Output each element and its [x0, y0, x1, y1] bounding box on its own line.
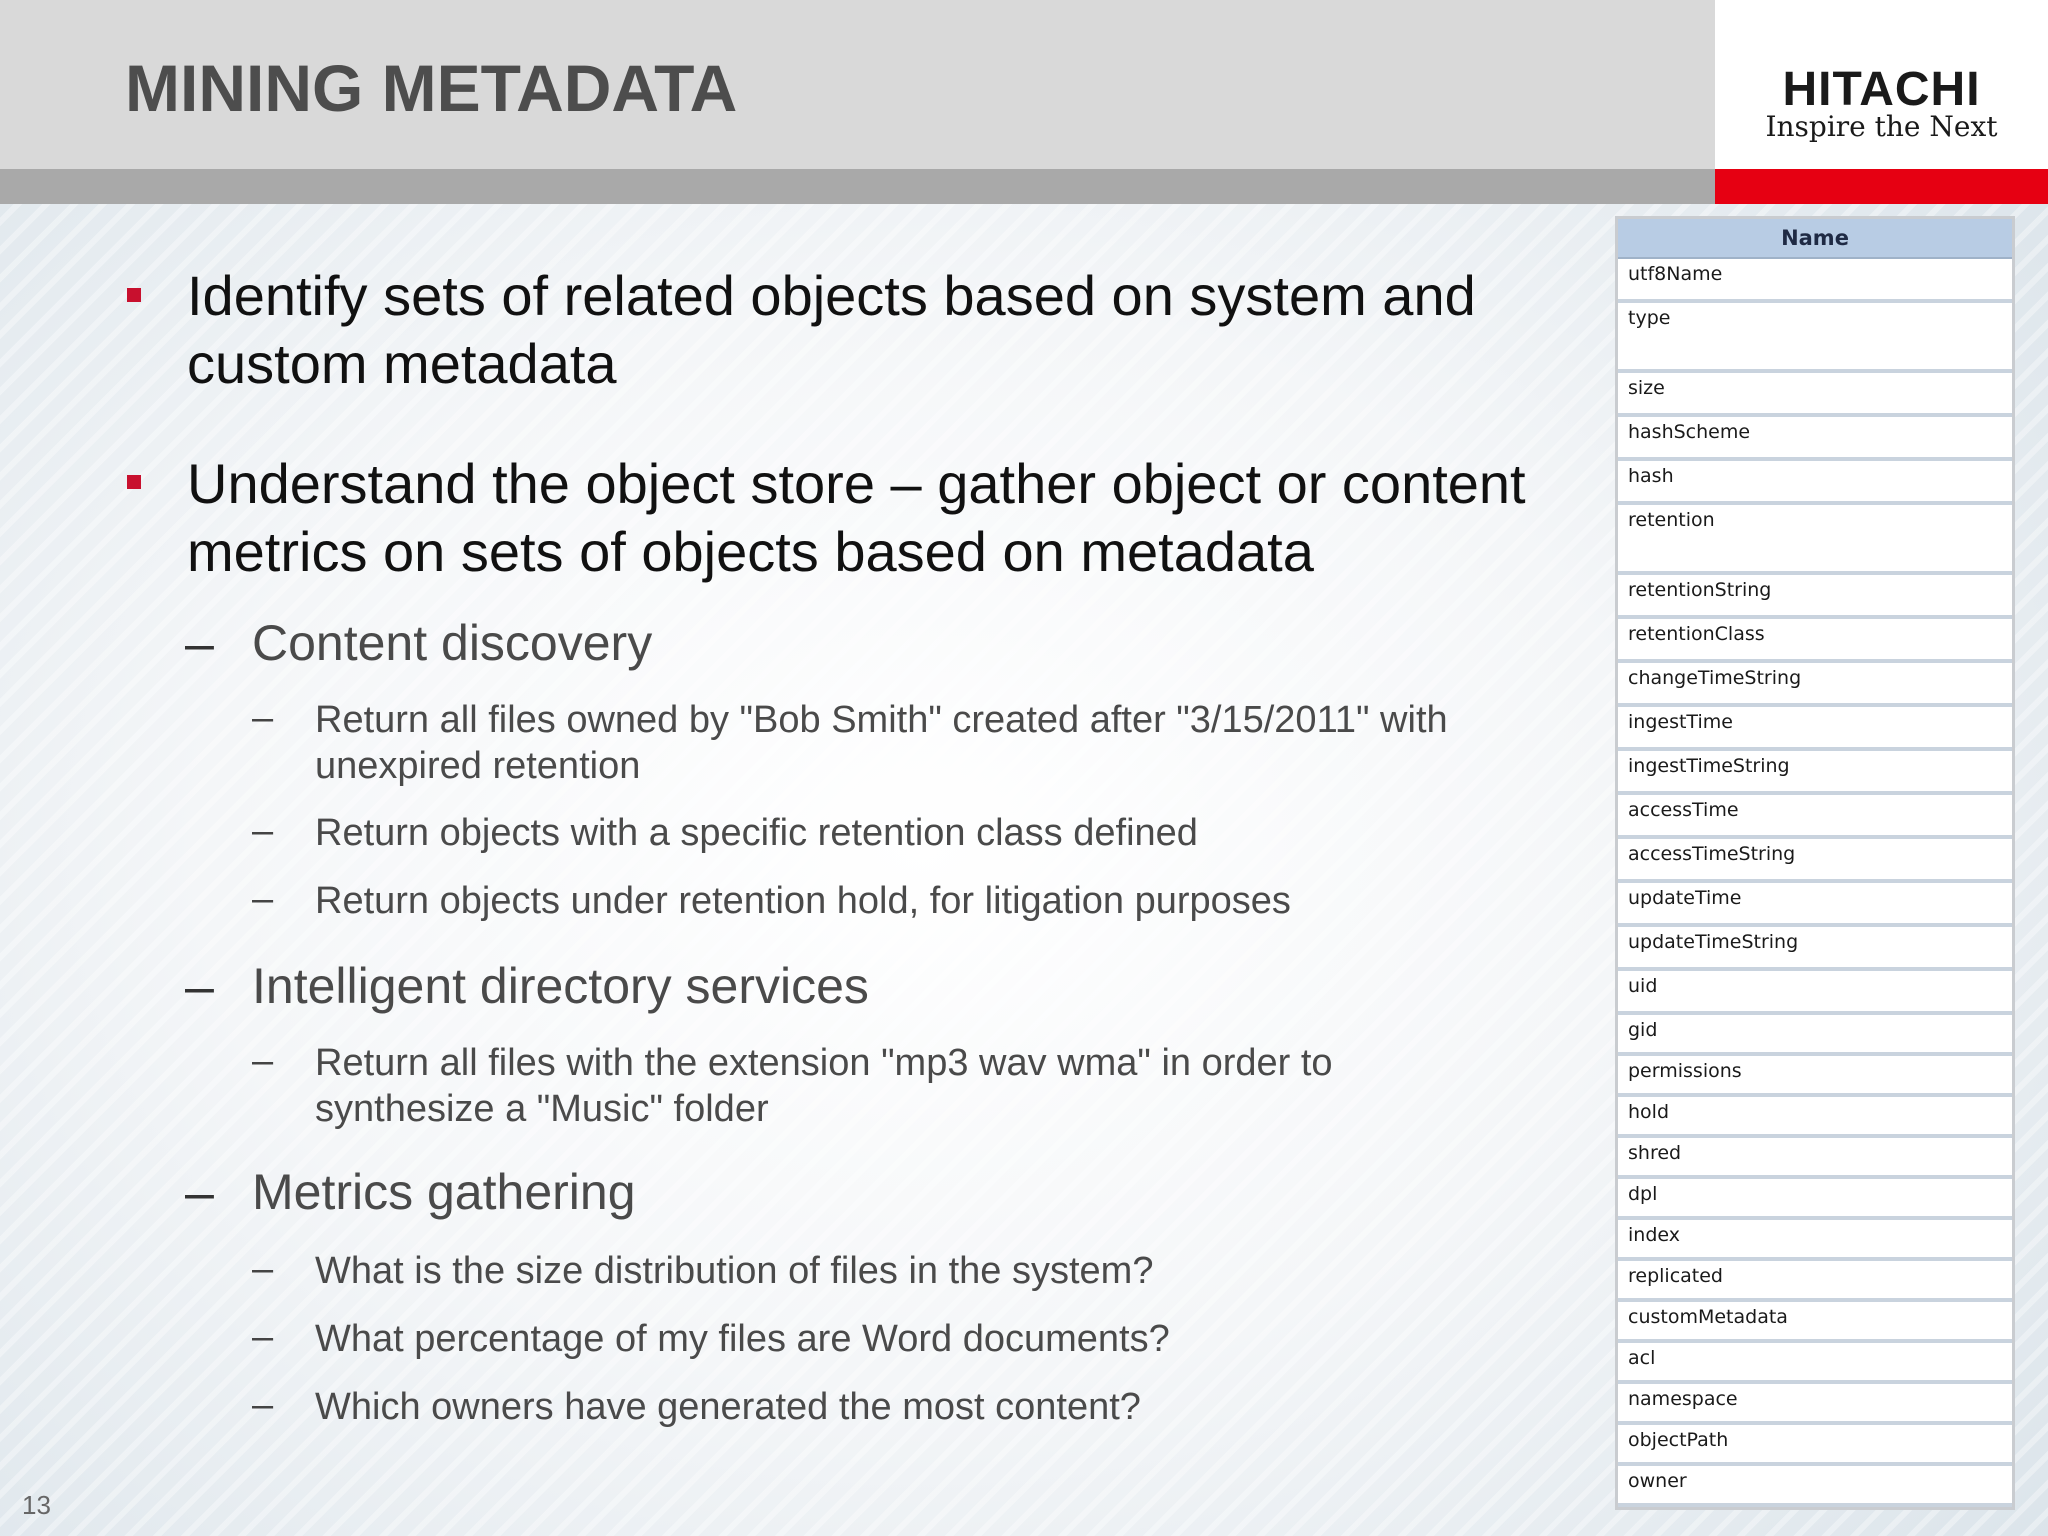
list-item: What percentage of my files are Word documents?: [315, 1318, 1170, 1360]
table-row: owner: [1618, 1466, 2012, 1507]
table-row: accessTime: [1618, 795, 2012, 839]
page-number: 13: [22, 1490, 51, 1520]
dash-marker: –: [252, 1040, 274, 1082]
table-row: ingestTimeString: [1618, 751, 2012, 795]
table-row: accessTimeString: [1618, 839, 2012, 883]
table-row: retentionString: [1618, 575, 2012, 619]
logo-tagline: Inspire the Next: [1765, 110, 1998, 143]
slide-title: MINING METADATA: [125, 51, 738, 125]
table-row: updateTime: [1618, 883, 2012, 927]
table-row: retentionClass: [1618, 619, 2012, 663]
table-row: changeTimeString: [1618, 663, 2012, 707]
table-row: acl: [1618, 1343, 2012, 1384]
section-directory-services: Intelligent directory services: [252, 958, 869, 1014]
list-item: Return all files owned by "Bob Smith" created after "3/15/2011" with unexpired retention: [315, 699, 1448, 787]
table-row: hash: [1618, 461, 2012, 505]
table-header: Name: [1618, 219, 2012, 259]
table-body: [1618, 259, 2012, 1507]
table-row: replicated: [1618, 1261, 2012, 1302]
table-row: size: [1618, 373, 2012, 417]
table-row: ingestTime: [1618, 707, 2012, 751]
dash-marker: –: [185, 615, 214, 673]
table-row: customMetadata: [1618, 1302, 2012, 1343]
table-row: permissions: [1618, 1056, 2012, 1097]
table-row: type: [1618, 303, 2012, 373]
bullet-understand: Understand the object store – gather object or content metrics on sets of objects based on metadata: [187, 452, 1526, 583]
table-row: uid: [1618, 971, 2012, 1015]
table-row: objectPath: [1618, 1425, 2012, 1466]
dash-marker: –: [252, 697, 274, 739]
bullet-identify: Identify sets of related objects based on system and custom metadata: [187, 264, 1476, 395]
table-row: index: [1618, 1220, 2012, 1261]
dash-marker: –: [252, 878, 274, 920]
section-content-discovery: Content discovery: [252, 615, 653, 671]
list-item: What is the size distribution of files in the system?: [315, 1250, 1154, 1292]
dash-marker: –: [252, 1384, 274, 1426]
table-row: retention: [1618, 505, 2012, 575]
table-row: shred: [1618, 1138, 2012, 1179]
table-row: gid: [1618, 1015, 2012, 1056]
list-item: Return objects with a specific retention class defined: [315, 812, 1198, 854]
square-bullet-icon: [127, 288, 141, 302]
dash-marker: –: [185, 958, 214, 1016]
list-item: Return all files with the extension "mp3 wav wma" in order to synthesize a "Music" folder: [315, 1042, 1333, 1130]
dash-marker: –: [252, 810, 274, 852]
dash-marker: –: [252, 1248, 274, 1290]
hitachi-logo: [1715, 0, 2048, 169]
table-row: hashScheme: [1618, 417, 2012, 461]
dash-marker: –: [185, 1164, 214, 1222]
dash-marker: –: [252, 1316, 274, 1358]
table-row: hold: [1618, 1097, 2012, 1138]
table-row: dpl: [1618, 1179, 2012, 1220]
section-metrics-gathering: Metrics gathering: [252, 1164, 636, 1220]
table-row: namespace: [1618, 1384, 2012, 1425]
metadata-name-table: [1615, 216, 2015, 1510]
logo-red-bar: [1715, 169, 2048, 204]
logo-name: HITACHI: [1782, 63, 1981, 116]
list-item: Which owners have generated the most content?: [315, 1386, 1141, 1428]
table-row: updateTimeString: [1618, 927, 2012, 971]
table-row: utf8Name: [1618, 259, 2012, 303]
list-item: Return objects under retention hold, for litigation purposes: [315, 880, 1291, 922]
square-bullet-icon: [127, 475, 141, 489]
